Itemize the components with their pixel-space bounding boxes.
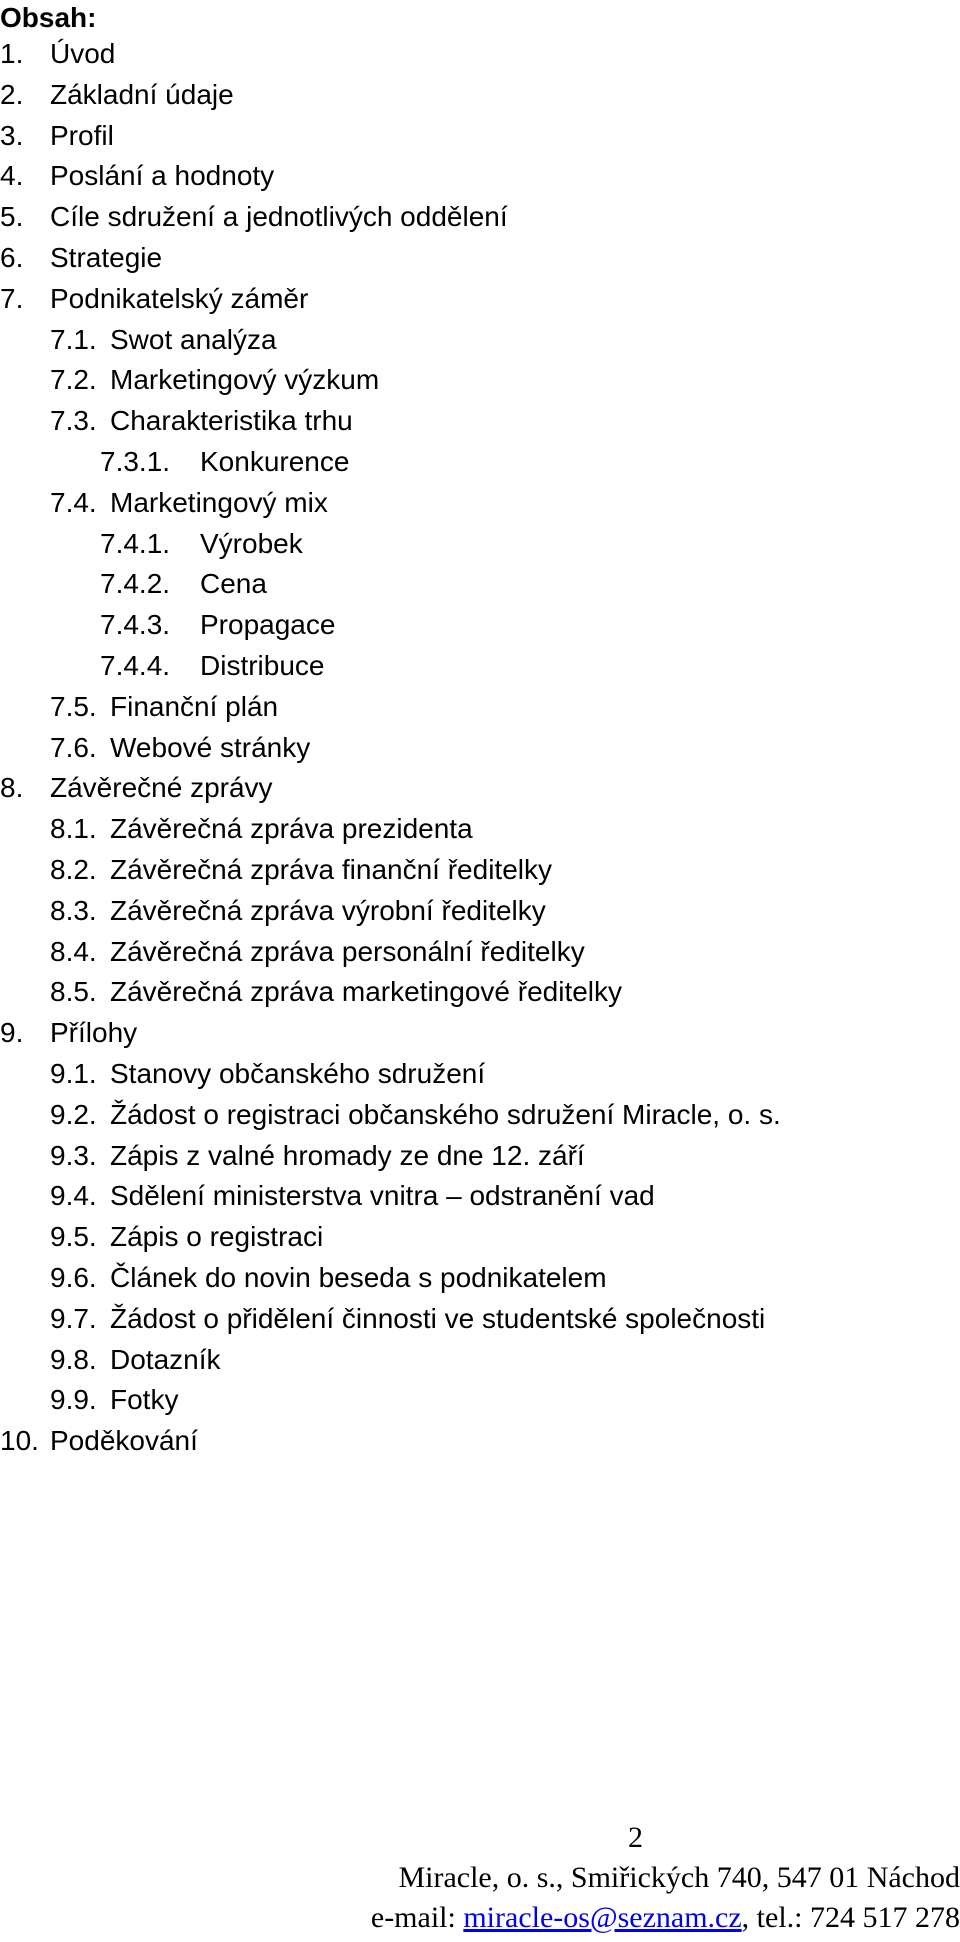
toc-item-number: 9.2. [50, 1098, 97, 1130]
toc-item-number: 9.7. [50, 1302, 97, 1334]
toc-item-number: 1. [0, 38, 24, 69]
footer-contact [0, 1898, 960, 1938]
toc-item-text: Výrobek [200, 527, 303, 559]
toc-item-text: Závěrečná zpráva výrobní ředitelky [110, 894, 546, 926]
toc-item-text: Poděkování [50, 1425, 198, 1457]
toc-item-text: Webové stránky [110, 731, 311, 763]
toc-item-text: Závěrečná zpráva marketingové ředitelky [110, 976, 623, 1008]
page-footer [0, 1818, 960, 1938]
toc-item [0, 891, 940, 932]
toc-item-number: 9.6. [50, 1261, 97, 1293]
toc-item [0, 360, 940, 401]
toc-item-text: Závěrečná zpráva personální ředitelky [110, 935, 585, 967]
toc-item-number: 7.4.1. [100, 527, 171, 559]
toc-item-text: Profil [50, 119, 114, 151]
toc-item-text: Článek do novin beseda s podnikatelem [110, 1261, 607, 1293]
toc-item-text: Poslání a hodnoty [50, 160, 275, 192]
toc-item-number: 3. [0, 119, 24, 151]
toc-item-text: Stanovy občanského sdružení [110, 1057, 486, 1089]
toc-item [0, 401, 940, 442]
toc-item [0, 1380, 940, 1421]
toc-item-text: Žádost o přidělení činnosti ve studentské společnosti [110, 1302, 766, 1334]
toc-item [0, 238, 940, 279]
toc-item-number: 9.4. [50, 1180, 97, 1212]
toc-item-text: Konkurence [200, 445, 350, 477]
toc-item [0, 646, 940, 687]
toc-item-number: 7.3.1. [100, 445, 171, 477]
toc-item [0, 34, 940, 75]
toc-item-text: Marketingový výzkum [110, 364, 380, 396]
toc-item [0, 116, 940, 157]
toc-item [0, 1054, 940, 1095]
toc-item [0, 1176, 940, 1217]
toc-item-text: Přílohy [50, 1017, 138, 1049]
toc-item [0, 156, 940, 197]
toc-list [0, 34, 940, 1462]
toc-item-text: Fotky [110, 1384, 179, 1416]
toc-item [0, 1299, 940, 1340]
toc-item-number: 8.5. [50, 976, 97, 1008]
footer-address: Miracle, o. s., Smiřických 740, 547 01 Náchod [398, 1861, 960, 1894]
toc-item-text: Žádost o registraci občanského sdružení Miracle, o. s. [110, 1098, 781, 1130]
toc-item-number: 7.2. [50, 364, 97, 396]
toc-item-number: 7.4.4. [100, 649, 171, 681]
toc-item-number: 7.4. [50, 486, 97, 518]
toc-item-number: 8.1. [50, 813, 97, 845]
toc-item-text: Marketingový mix [110, 486, 328, 518]
toc-item-text: Strategie [50, 241, 163, 273]
toc-item-number: 6. [0, 241, 24, 273]
toc-item-number: 9.5. [50, 1221, 97, 1253]
toc-item-text: Závěrečná zpráva prezidenta [110, 813, 473, 845]
toc-item-number: 8.4. [50, 935, 97, 967]
toc-item-text: Závěrečné zprávy [50, 772, 273, 804]
footer-email-label: e-mail: [370, 1901, 464, 1934]
toc-item [0, 809, 940, 850]
toc-item [0, 564, 940, 605]
toc-item-text: Závěrečná zpráva finanční ředitelky [110, 853, 552, 885]
toc-item [0, 1421, 940, 1462]
toc-item-text: Cíle sdružení a jednotlivých oddělení [50, 201, 508, 233]
toc-item [0, 768, 940, 809]
toc-item [0, 320, 940, 361]
toc-item-text: Úvod [50, 38, 116, 69]
toc-item-text: Propagace [200, 609, 336, 641]
toc-item-number: 7.5. [50, 690, 97, 722]
email-link[interactable]: miracle-os@seznam.cz [463, 1901, 742, 1934]
toc-item [0, 687, 940, 728]
toc-item [0, 850, 940, 891]
toc-item [0, 1136, 940, 1177]
toc-item [0, 483, 940, 524]
toc-item [0, 75, 940, 116]
toc-item [0, 197, 940, 238]
toc-title: Obsah: [0, 2, 97, 33]
toc-item-number: 5. [0, 201, 24, 233]
toc-item-text: Finanční plán [110, 690, 279, 722]
toc-item-text: Swot analýza [110, 323, 277, 355]
toc-item-number: 10. [0, 1425, 39, 1457]
toc-item-number: 7.1. [50, 323, 97, 355]
toc-item [0, 1095, 940, 1136]
toc-item-text: Dotazník [110, 1343, 221, 1375]
table-of-contents [0, 2, 940, 1462]
toc-item-text: Zápis o registraci [110, 1221, 324, 1253]
toc-item-number: 7.6. [50, 731, 97, 763]
footer-phone: , tel.: 724 517 278 [741, 1901, 960, 1934]
toc-item-number: 8. [0, 772, 24, 804]
toc-item [0, 1340, 940, 1381]
toc-item-text: Základní údaje [50, 78, 234, 110]
toc-item-number: 7. [0, 282, 24, 314]
toc-item-number: 7.3. [50, 405, 97, 437]
toc-item-text: Charakteristika trhu [110, 405, 353, 437]
toc-item-number: 7.4.3. [100, 609, 171, 641]
toc-item-number: 9.1. [50, 1057, 97, 1089]
toc-item-number: 9.8. [50, 1343, 97, 1375]
toc-item-text: Distribuce [200, 649, 325, 681]
toc-item-number: 8.3. [50, 894, 97, 926]
toc-item-text: Cena [200, 568, 267, 600]
toc-item [0, 442, 940, 483]
toc-item [0, 728, 940, 769]
toc-item [0, 524, 940, 565]
toc-item-text: Podnikatelský záměr [50, 282, 309, 314]
toc-item-number: 9. [0, 1017, 24, 1049]
toc-item-number: 9.9. [50, 1384, 97, 1416]
toc-item [0, 932, 940, 973]
toc-item-number: 7.4.2. [100, 568, 171, 600]
toc-item-text: Sdělení ministerstva vnitra – odstranění vad [110, 1180, 655, 1212]
toc-item-number: 2. [0, 78, 24, 110]
toc-item [0, 605, 940, 646]
toc-item [0, 1258, 940, 1299]
toc-item [0, 1013, 940, 1054]
toc-item-number: 8.2. [50, 853, 97, 885]
toc-item-number: 4. [0, 160, 24, 192]
toc-item [0, 279, 940, 320]
toc-item-text: Zápis z valné hromady ze dne 12. září [110, 1139, 585, 1171]
toc-item-number: 9.3. [50, 1139, 97, 1171]
page-number: 2 [628, 1821, 643, 1854]
toc-item [0, 1217, 940, 1258]
toc-item [0, 972, 940, 1013]
